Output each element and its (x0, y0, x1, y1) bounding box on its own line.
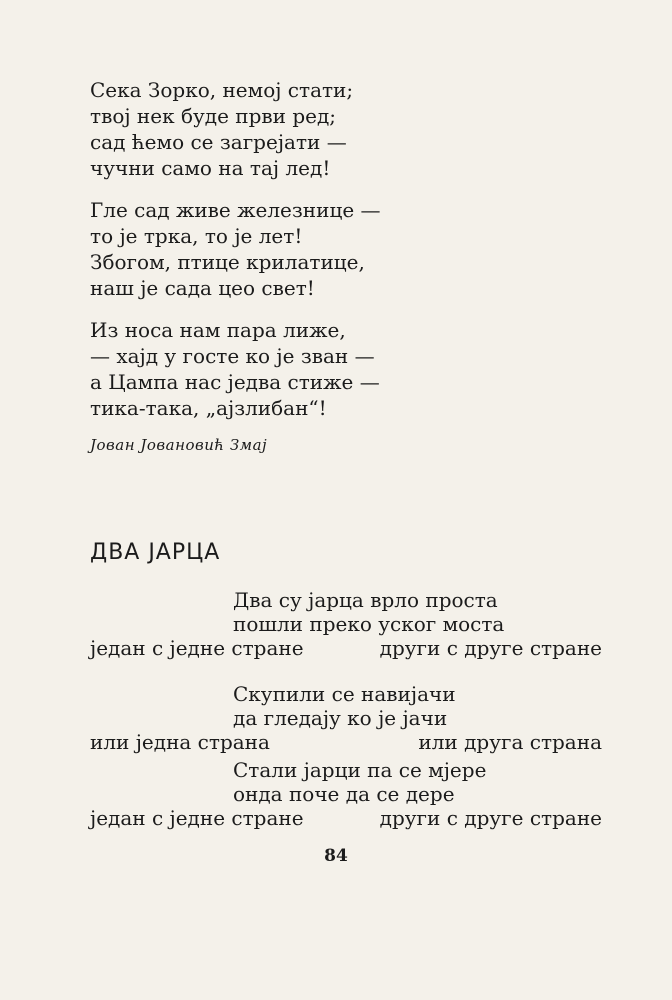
poem2-title: ДВА ЈАРЦА (90, 540, 221, 565)
poem2-line2: пошли преко уског моста (233, 612, 505, 636)
poem2-line8: онда поче да се дере (233, 782, 455, 806)
poem1-s2-line1: Гле сад живе железнице — (90, 198, 381, 222)
poem1-s3-line4: тика-така, „аjзлибан“! (90, 396, 327, 420)
poem1-s1-line2: твој нек буде први ред; (90, 104, 337, 128)
poem1-s3-line1: Из носа нам пара лиже, (90, 318, 346, 342)
poem2-line6-right: или друга страна (418, 730, 602, 754)
poem2-line3-left: један с једне стране (90, 636, 304, 660)
poem1-s2-line4: наш је сада цео свет! (90, 276, 315, 300)
poem2-line3-right: други с друге стране (379, 636, 602, 660)
poem1-s1-line1: Сека Зорко, немој стати; (90, 78, 354, 102)
poem2-line9-left: један с једне стране (90, 806, 304, 830)
poem1-s2-line2: то је трка, то је лет! (90, 224, 303, 248)
poem2-line5: да гледају ко је јачи (233, 706, 448, 730)
poem2-line9-right: други с друге стране (379, 806, 602, 830)
poem2-line6-left: или једна страна (90, 730, 270, 754)
poem1-author: Јован Јовановић Змај (90, 436, 268, 454)
poem1-s3-line3: а Цампа нас једва стиже — (90, 370, 380, 394)
poem1-s1-line4: чучни само на тај лед! (90, 156, 331, 180)
poem1-s1-line3: сад ћемо се загрејати — (90, 130, 347, 154)
poem1-s2-line3: Збогом, птице крилатице, (90, 250, 365, 274)
poem2-line7: Стали јарци па се мјере (233, 758, 487, 782)
poem1-s3-line2: — хајд у госте ко је зван — (90, 344, 375, 368)
poem2-line1: Два су јарца врло проста (233, 588, 498, 612)
page-number: 84 (324, 846, 348, 866)
poem2-line4: Скупили се навијачи (233, 682, 456, 706)
